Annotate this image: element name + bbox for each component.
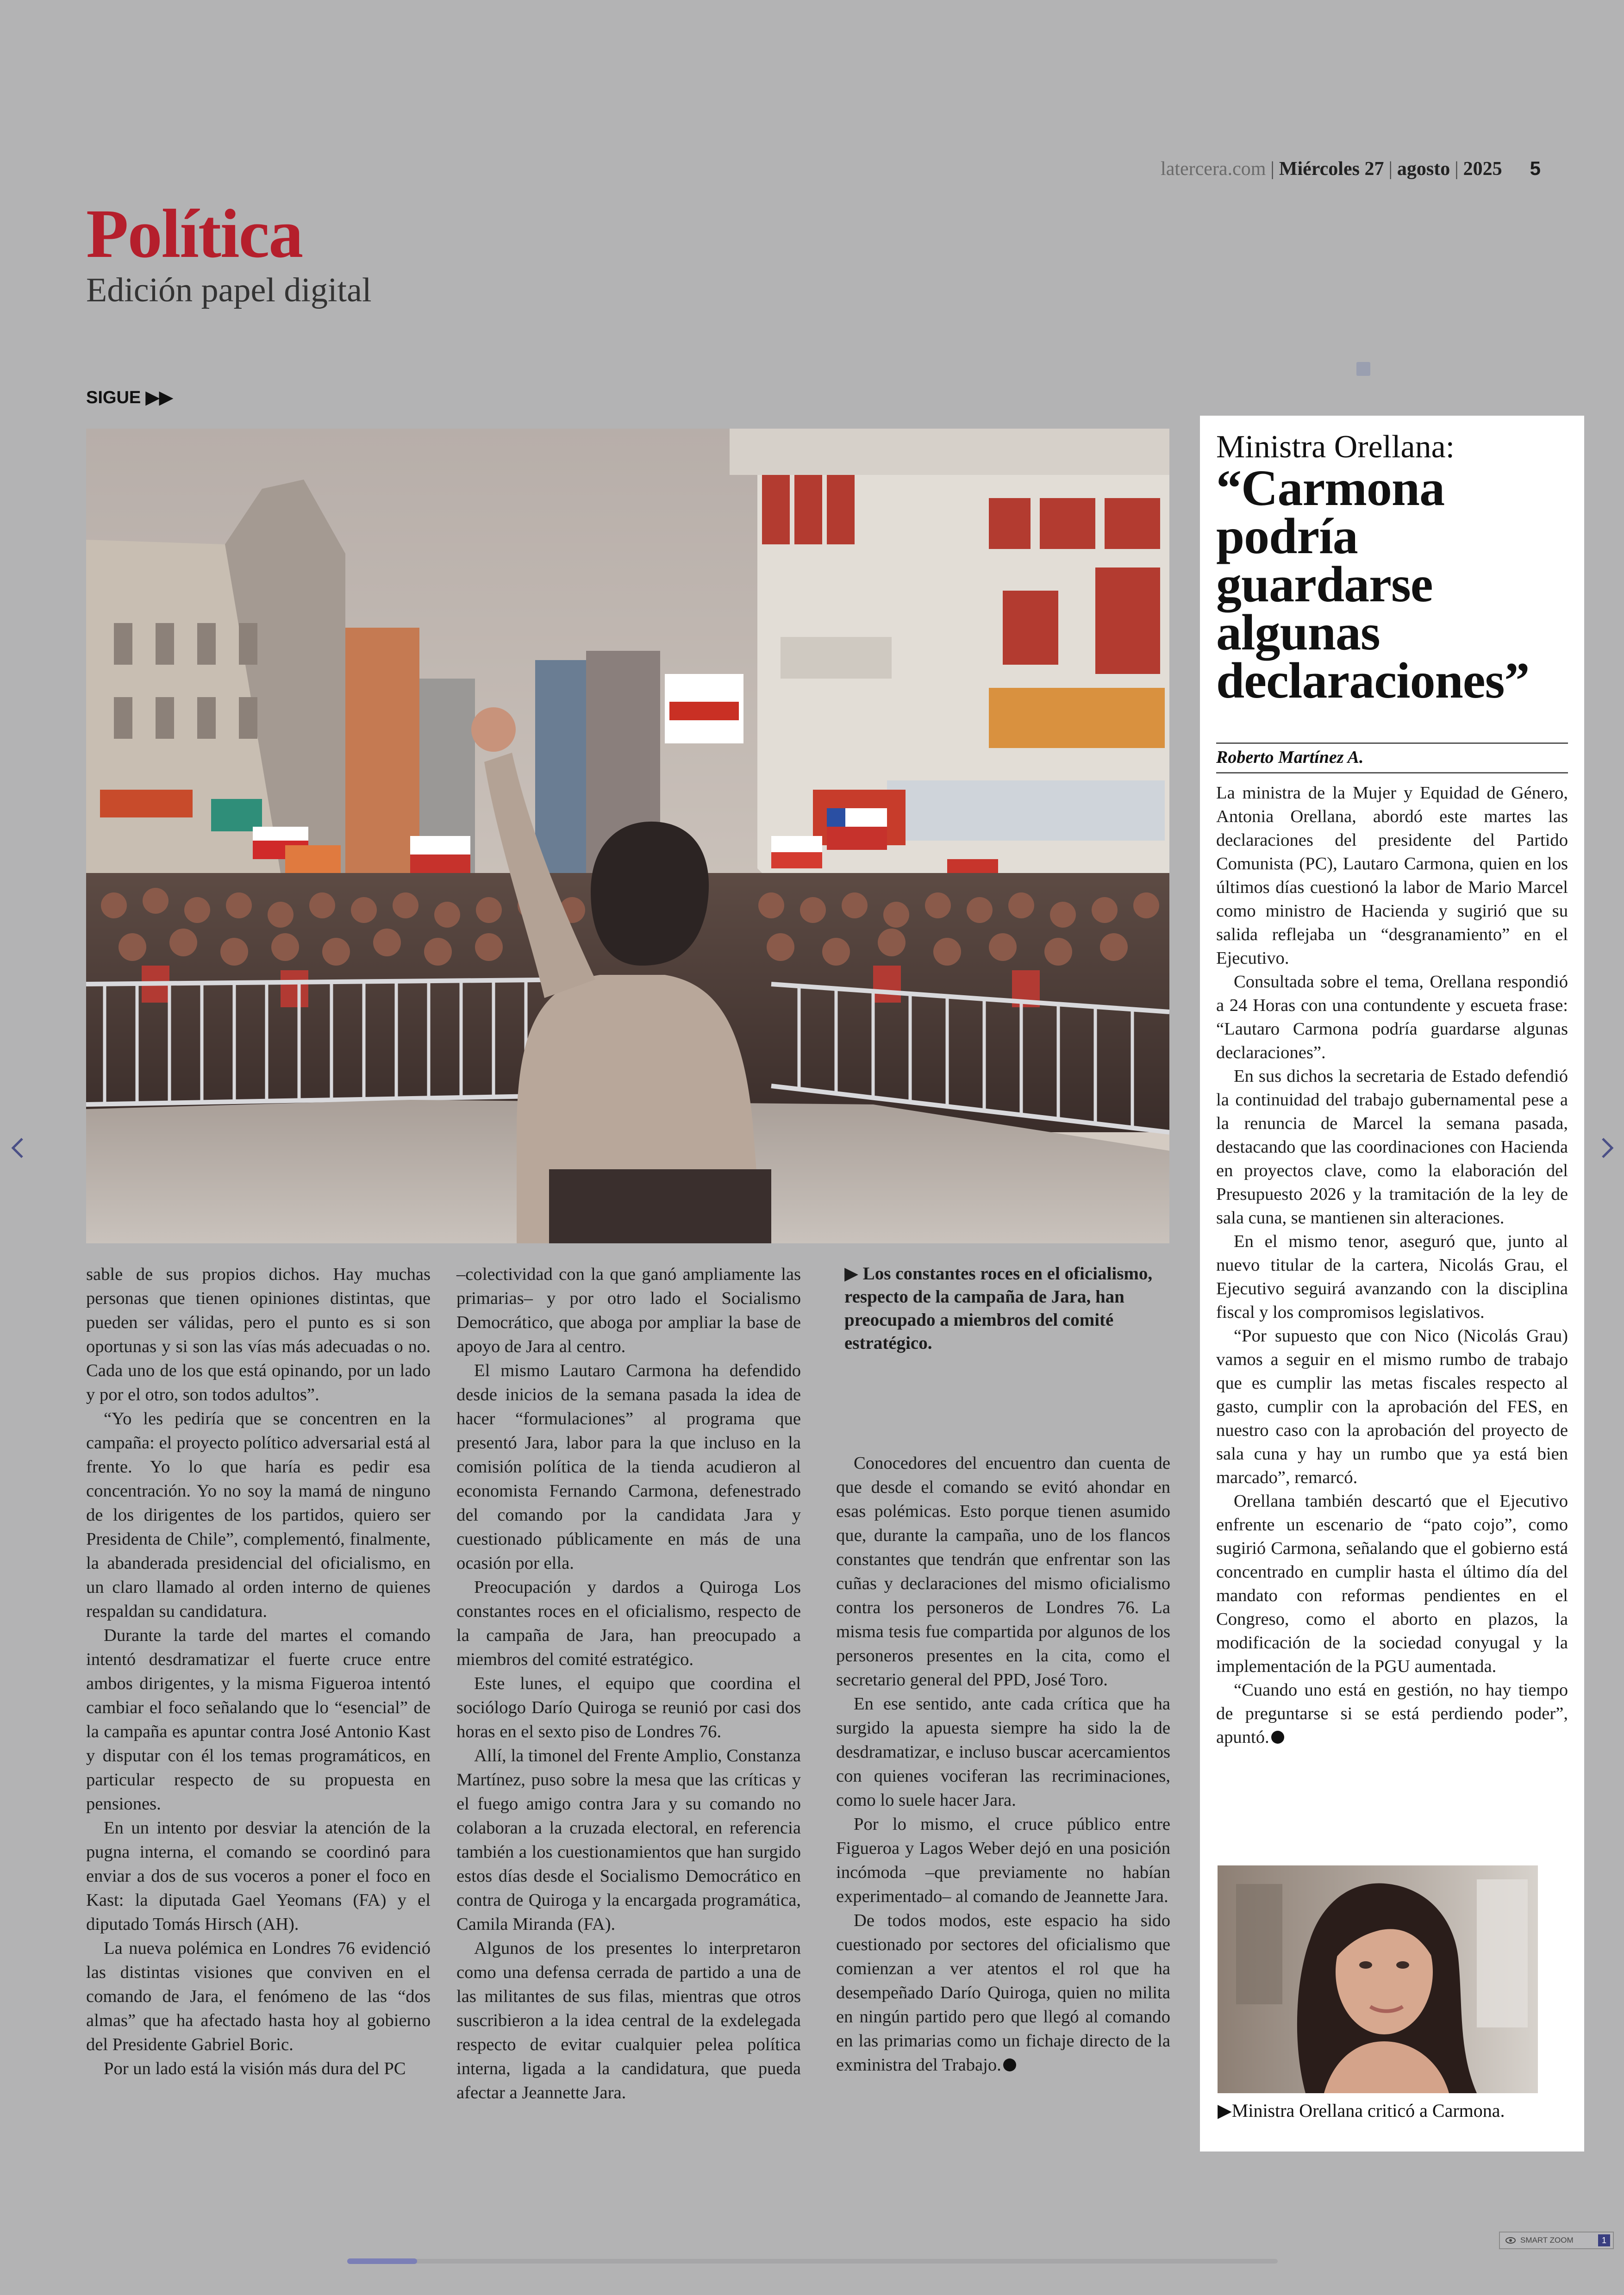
section-title: Política — [86, 195, 303, 272]
smart-zoom-label: SMART ZOOM — [1520, 2236, 1574, 2245]
paragraph: El mismo Lautaro Carmona ha defendido desde inicios de la semana pasada la idea de hacer “formulaciones” al programa que presentó Jara, labor para la que incluso en la comisión política de la tienda acudieron al economista Fernando Carmona, defenestrado del comando por la candidata Jara y cuestionado públicamente en más de una ocasión por ella. — [456, 1361, 801, 1573]
paragraph: La nueva polémica en Londres 76 evidenció las distintas visiones que conviven en el comando de Jara, el fenómeno de las “dos almas” que ha afectado hasta hoy al gobierno del Presidente Gabriel Boric. — [86, 1939, 431, 2054]
edition-subtitle: Edición papel digital — [86, 271, 372, 309]
end-mark-icon — [1003, 2058, 1016, 2071]
paragraph: En un intento por desviar la atención de la pugna interna, el comando se coordinó para enviar a dos de sus voceros a poner el foco en Kast: la diputada Gael Yeomans (FA) y el diputado Tomás Hirsch (AH). — [86, 1818, 431, 1934]
paragraph: sable de sus propios dichos. Hay muchas personas que tienen opiniones distintas, que pueden ser válidas, pero el punto es si son oportunas y si son las vías más adecuadas o no. Cada uno de los que está opinando, por un lado y por el otro, son todos adultos”. — [86, 1265, 431, 1404]
paragraph: Durante la tarde del martes el comando intentó desdramatizar el fuerte cruce entre ambos dirigentes, y la misma Figueroa intentó cambiar el foco señalando que lo “esencial” de la campaña es apuntar contra José Antonio Kast y disputar con él los temas programáticos, en particular respecto de su propuesta en pensiones. — [86, 1626, 431, 1814]
paragraph-text: “Cuando uno está en gestión, no hay tiempo de preguntarse si se está perdiendo poder”, apuntó. — [1216, 1680, 1568, 1747]
end-mark-icon — [1271, 1731, 1284, 1744]
smart-zoom-control[interactable] — [1499, 2232, 1614, 2249]
paragraph — [1216, 1678, 1568, 1749]
sidebar-headline: “Carmona podría guardarse algunas declaraciones” — [1216, 460, 1530, 709]
divider — [1216, 742, 1568, 744]
masthead: latercera.com | Miércoles 27 | agosto | 2025 5 — [1161, 157, 1541, 180]
paragraph: –colectividad con la que ganó ampliamente las primarias– y por otro lado el Socialismo Democrático, que aboga por ampliar la base de apoyo de Jara al centro. — [456, 1265, 801, 1356]
paragraph: Preocupación y dardos a Quiroga Los constantes roces en el oficialismo, respecto de la campaña de Jara, han preocupado a miembros del comité estratégico. — [456, 1578, 801, 1669]
smart-zoom-value: 1 — [1598, 2234, 1610, 2246]
article-column-3 — [836, 1451, 1170, 2077]
site-name: latercera.com — [1161, 158, 1266, 180]
paragraph: En sus dichos la secretaria de Estado defendió la continuidad del trabajo gubernamental pese a la renuncia de Marcel la semana pasada, destacando que las coordinaciones con Hacienda en proyectos clave, como la elaboración del Presupuesto 2026 y la tramitación de la ley de sala cuna, se mantienen sin alteraciones. — [1216, 1066, 1568, 1228]
byline: Roberto Martínez A. — [1216, 748, 1364, 767]
paragraph: En el mismo tenor, aseguró que, junto al nuevo titular de la cartera, Nicolás Grau, el Ejecutivo seguirá avanzando con la disciplina fiscal y los compromisos legislativos. — [1216, 1232, 1568, 1322]
divider — [1216, 772, 1568, 773]
page-number: 5 — [1530, 157, 1541, 179]
paragraph: Por lo mismo, el cruce público entre Figueroa y Lagos Weber dejó en una posición incómoda –que previamente no habían experimentado– al comando de Jeannette Jara. — [836, 1815, 1170, 1906]
rally-photo — [86, 429, 1169, 1243]
paragraph: Allí, la timonel del Frente Amplio, Constanza Martínez, puso sobre la mesa que las críticas y el fuego amigo contra Jara y su comando no colaboran a la cruzada electoral, en referencia también a los cuestionamientos que han surgido estos días desde el Socialismo Democrático en contra de Quiroga y la encargada programática, Camila Miranda (FA). — [456, 1746, 801, 1934]
photo-caption: ▶Ministra Orellana criticó a Carmona. — [1218, 2100, 1505, 2121]
article-column-2 — [456, 1262, 801, 2105]
sidebar-kicker: Ministra Orellana: — [1216, 429, 1455, 465]
paragraph: En ese sentido, ante cada crítica que ha surgido la apuesta siempre ha sido la de desdramatizar, e incluso buscar acercamientos con quienes vociferan las recriminaciones, como lo suele hacer Jara. — [836, 1694, 1170, 1810]
previous-page-button[interactable] — [5, 1129, 32, 1166]
sidebar-body — [1216, 781, 1568, 1749]
paragraph-text: De todos modos, este espacio ha sido cuestionado por sectores del oficialismo que comienzan a ver atentos el rol que ha desempeñado Darío Quiroga, quien no milita en ningún partido pero que llegó al comando en las primarias como un fichaje directo de la exministra del Trabajo. — [836, 1911, 1170, 2075]
continue-marker: SIGUE ▶▶ — [86, 388, 173, 407]
paragraph — [836, 1908, 1170, 2077]
page-marker-icon[interactable] — [1356, 362, 1370, 376]
pull-quote: ▶ Los constantes roces en el oficialismo, respecto de la campaña de Jara, han preocupado a miembros del comité estratégico. — [844, 1264, 1153, 1353]
paragraph: “Yo les pediría que se concentren en la campaña: el proyecto político adversarial está al frente. Yo lo que haría es pedir esa concentración. Yo no soy la mamá de ninguno de los dirigentes de los partidos, quiero ser Presidenta de Chile”, complementó, finalmente, la abanderada presidencial del oficialismo, en un claro llamado al orden interno de quienes respaldan su candidatura. — [86, 1409, 431, 1621]
paragraph: “Por supuesto que con Nico (Nicolás Grau) vamos a seguir en el mismo rumbo de trabajo que es cumplir las metas fiscales respecto al gasto, cumplir con la aprobación del FES, en nuestro caso con la aprobación del proyecto de sala cuna y hay un rumbo que ya está bien marcado”, remarcó. — [1216, 1326, 1568, 1487]
paragraph: Conocedores del encuentro dan cuenta de que desde el comando se evitó ahondar en esas polémicas. Esto porque tienen asumido que, durante la campaña, uno de los flancos constantes que tendrán que enfrentar son las cuñas y declaraciones del mismo oficialismo contra los personeros de Londres 76. La misma tesis fue compartida por algunos de los personeros presentes en la cita, como el secretario general del PPD, José Toro. — [836, 1453, 1170, 1690]
chevron-right-icon — [1593, 1129, 1620, 1166]
date-month: agosto — [1397, 158, 1450, 180]
chevron-left-icon — [5, 1129, 32, 1166]
next-page-button[interactable] — [1593, 1129, 1620, 1166]
date-year: 2025 — [1463, 158, 1502, 180]
paragraph: La ministra de la Mujer y Equidad de Género, Antonia Orellana, abordó este martes las declaraciones del presidente del Partido Comunista (PC), Lautaro Carmona, quien en los últimos días cuestionó la labor de Mario Marcel como ministro de Hacienda y sugirió que su salida reflejaba un “desgranamiento” en el Ejecutivo. — [1216, 783, 1568, 968]
paragraph: Consultada sobre el tema, Orellana respondió a 24 Horas con una contundente y escueta frase: “Lautaro Carmona podría guardarse algunas declaraciones”. — [1216, 972, 1568, 1062]
paragraph: Orellana también descartó que el Ejecutivo enfrente un escenario de “pato cojo”, como sugirió Carmona, señalando que el gobierno está concentrado en cumplir hasta el último día del mandato con reformas pendientes en el Congreso, como el aborto en plazos, la modificación de la sociedad conyugal y la implementación de la PGU aumentada. — [1216, 1491, 1568, 1676]
date-weekday: Miércoles 27 — [1279, 158, 1384, 180]
paragraph: Por un lado está la visión más dura del PC — [104, 2059, 406, 2078]
minister-portrait — [1218, 1865, 1538, 2093]
sidebar-story — [1200, 416, 1584, 2152]
reading-progress-track[interactable] — [347, 2259, 1278, 2264]
paragraph: Este lunes, el equipo que coordina el sociólogo Darío Quiroga se reunió por casi dos horas en el sexto piso de Londres 76. — [456, 1674, 801, 1741]
article-column-1 — [86, 1262, 431, 2081]
reading-progress-fill[interactable] — [347, 2258, 417, 2264]
paragraph: Algunos de los presentes lo interpretaron como una defensa cerrada de partido a una de las militantes de sus filas, mientras que otros suscribieron a la idea central de la exdelegada respecto de evitar cualquier pelea política interna, ligada a la candidatura, que pueda afectar a Jeannette Jara. — [456, 1939, 801, 2102]
eye-icon — [1505, 2237, 1516, 2244]
